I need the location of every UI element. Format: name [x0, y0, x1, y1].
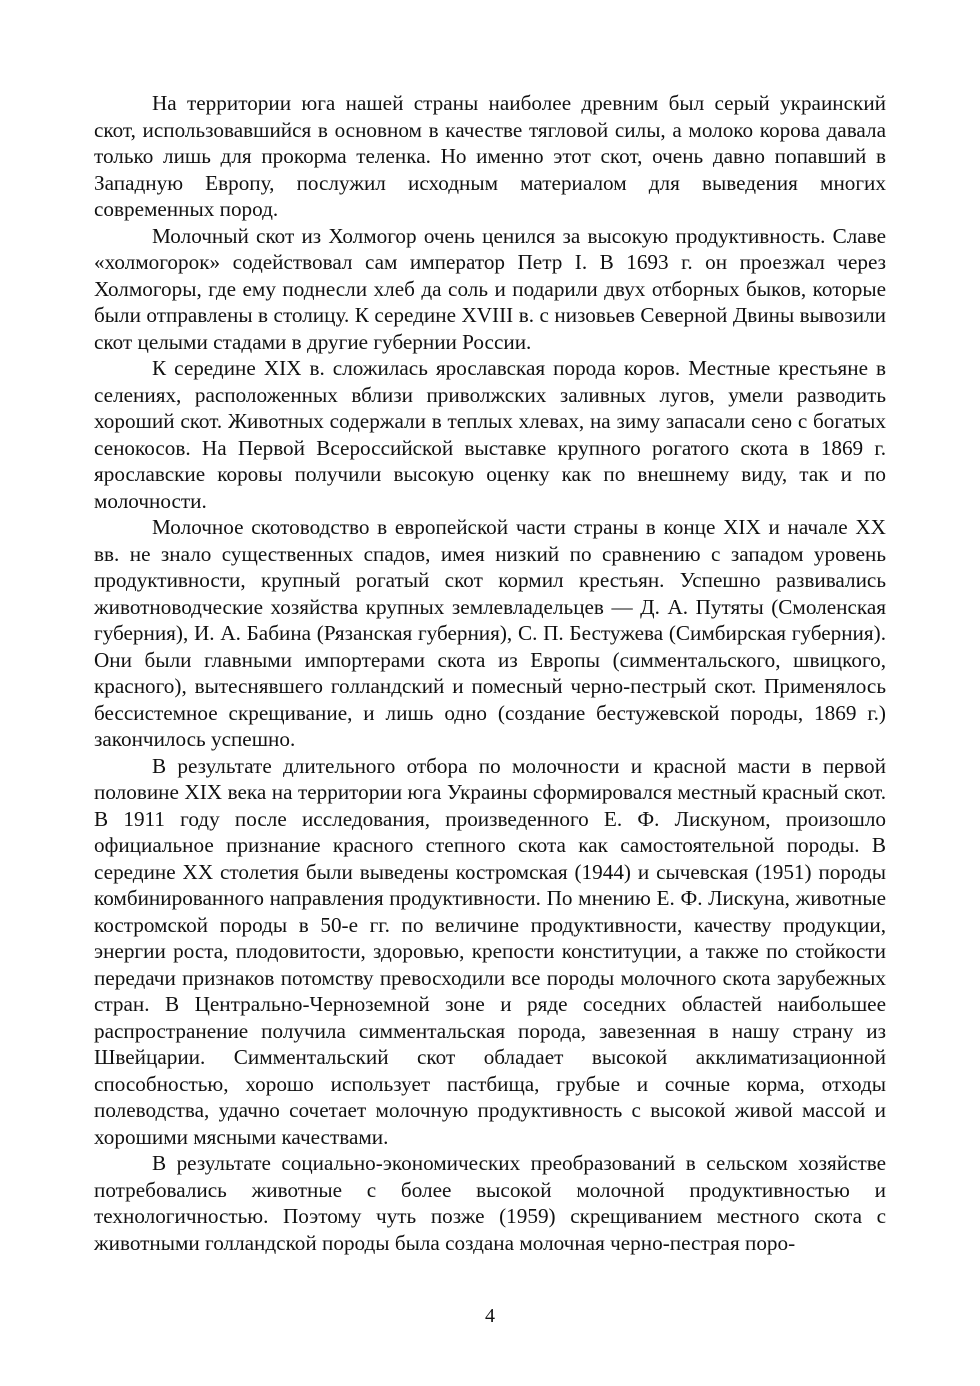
paragraph-red-steppe-and-breeds: В результате длительного отбора по молочности и красной масти в первой половине XIX века на территории юга Украины сформировался местный красный скот. В 1911 году после исследования, произведенного Е. Ф. Лискуном, произошло официальное признание красного степного скота как самостоятельной породы. В середине XX столетия были выведены костромская (1944) и сычевская (1951) породы комбинированного направления продуктивности. По мнению Е. Ф. Лискуна, животные костромской породы в 50-е гг. по величине продуктивности, качеству продукции, энергии роста, плодовитости, здоровью, крепости конституции, а также по стойкости передачи признаков потомству превосходили все породы молочного скота зарубежных стран. В Центрально-Черноземной зоне и ряде соседних областей наибольшее распространение получила симментальская порода, завезенная в нашу страну из Швейцарии. Симментальский скот обладает высокой акклиматизационной способностью, хорошо использует пастбища, грубые и сочные корма, отходы полеводства, удачно сочетает молочную продуктивность с высокой живой массой и хорошими мясными качествами.: [94, 753, 886, 1149]
body-text: [94, 90, 886, 1256]
paragraph-gray-ukrainian-cattle: На территории юга нашей страны наиболее древним был серый украинский скот, использовавшийся в основном в качестве тягловой силы, а молоко корова давала только лишь для прокорма теленка. Но именно этот скот, очень давно попавший в Западную Европу, послужил исходным материалом для выведения многих современных пород.: [94, 91, 886, 221]
page-number: 4: [485, 1305, 495, 1327]
paragraph-yaroslavl-breed: К середине XIX в. сложилась ярославская порода коров. Местные крестьяне в селениях, расположенных вблизи приволжских заливных лугов, умели разводить хороший скот. Животных содержали в теплых хлевах, на зиму запасали сено с богатых сенокосов. На Первой Всероссийской выставке крупного рогатого скота в 1869 г. ярославские коровы получили высокую оценку как по внешнему виду, так и по молочности.: [94, 356, 886, 513]
paragraph-dairy-farming-xix-xx: Молочное скотоводство в европейской части страны в конце XIX и начале XX вв. не знало существенных спадов, имея низкий по сравнению с западом уровень продуктивности, крупный рогатый скот кормил крестьян. Успешно развивались животноводческие хозяйства крупных землевладельцев — Д. А. Путяты (Смоленская губерния), И. А. Бабина (Рязанская губерния), С. П. Бестужева (Симбирская губерния). Они были главными импортерами скота из Европы (симментальского, швицкого, красного), вытеснявшего голландский и помесный черно-пестрый скот. Применялось бессистемное скрещивание, и лишь одно (создание бестужевской породы, 1869 г.) закончилось успешно.: [94, 515, 886, 751]
paragraph-black-and-white-breed: В результате социально-экономических преобразований в сельском хозяйстве потребовались животные с более высокой молочной продуктивностью и технологичностью. Поэтому чуть позже (1959) скрещиванием местного скота с животными голландской породы была создана молочная черно-пестрая поро-: [94, 1151, 886, 1255]
paragraph-kholmogory-cattle: Молочный скот из Холмогор очень ценился за высокую продуктивность. Славе «холмогорок» содействовал сам император Петр I. В 1693 г. он проезжал через Холмогоры, где ему поднесли хлеб да соль и подарили двух отборных быков, которые были отправлены в столицу. К середине XVIII в. с низовьев Северной Двины вывозили скот целыми стадами в другие губернии России.: [94, 223, 886, 354]
